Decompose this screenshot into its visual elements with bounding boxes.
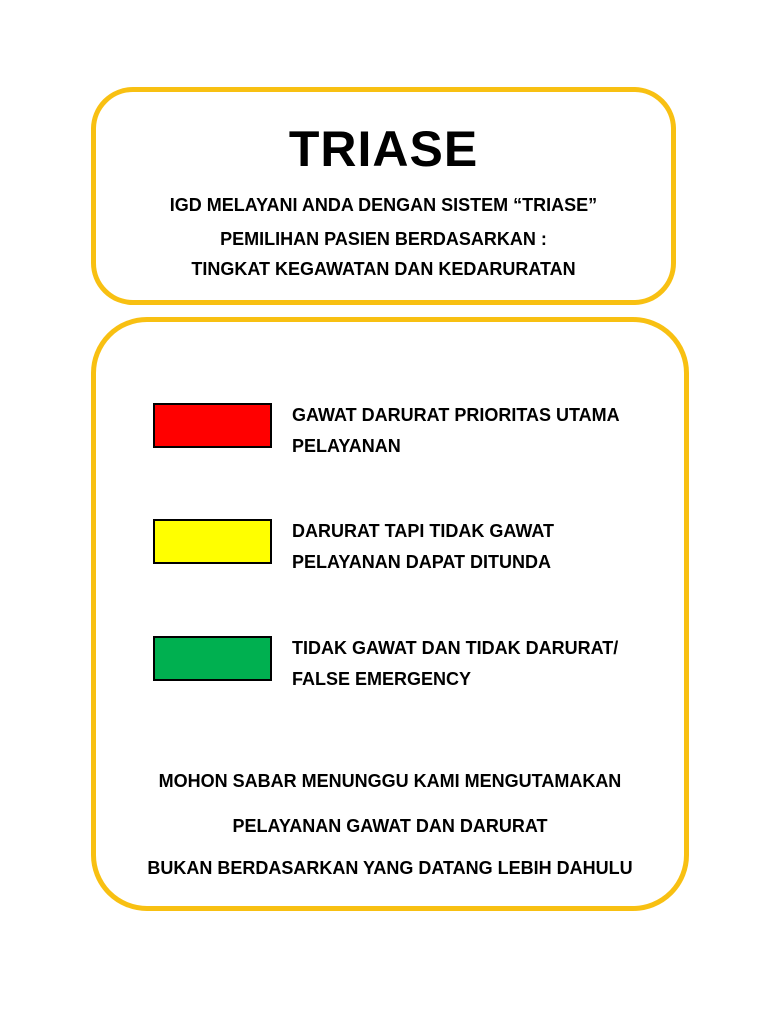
header-line-3: TINGKAT KEGAWATAN DAN KEDARURATAN [191,259,576,279]
footer-line-2: PELAYANAN GAWAT DAN DARURAT [232,816,548,836]
yellow-swatch [153,519,272,564]
legend-item-red [292,400,620,462]
legend-item-yellow-line1: DARURAT TAPI TIDAK GAWAT [292,521,554,541]
legend-item-green-line2: FALSE EMERGENCY [292,669,472,689]
green-swatch [153,636,272,681]
header-line-2: PEMILIHAN PASIEN BERDASARKAN : [220,229,547,249]
legend-item-yellow [292,516,554,578]
page-title: TRIASE [288,121,479,177]
red-swatch [153,403,272,448]
header-line-1: IGD MELAYANI ANDA DENGAN SISTEM “TRIASE” [169,195,598,215]
legend-item-red-line2: PELAYANAN [292,436,401,456]
legend-item-green-line1: TIDAK GAWAT DAN TIDAK DARURAT/ [292,638,619,658]
footer-line-1: MOHON SABAR MENUNGGU KAMI MENGUTAMAKAN [158,771,622,791]
footer-line-3: BUKAN BERDASARKAN YANG DATANG LEBIH DAHULU [147,858,633,878]
legend-item-red-line1: GAWAT DARURAT PRIORITAS UTAMA [292,405,620,425]
legend-item-yellow-line2: PELAYANAN DAPAT DITUNDA [292,552,552,572]
header-panel [91,87,676,305]
legend-item-green [292,633,618,695]
legend-panel [91,317,689,911]
